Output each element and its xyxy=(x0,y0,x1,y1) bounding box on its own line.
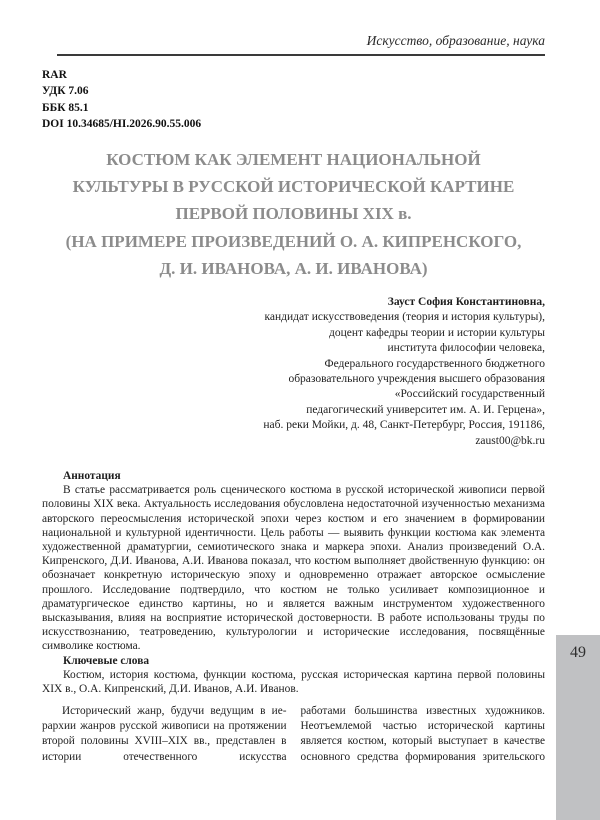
keywords-heading: Ключевые слова xyxy=(63,654,150,667)
author-org-line-2: образовательного учреждения высшего образования xyxy=(288,373,545,386)
author-org-line-1: Федерального государственного бюджетного xyxy=(324,357,545,370)
meta-udc: УДК 7.06 xyxy=(42,85,89,98)
title-line-1: КОСТЮМ КАК ЭЛЕМЕНТ НАЦИОНАЛЬНОЙ xyxy=(106,150,481,169)
author-email: zaust00@bk.ru xyxy=(475,434,545,447)
title-line-2: КУЛЬТУРЫ В РУССКОЙ ИСТОРИЧЕСКОЙ КАРТИНЕ xyxy=(72,177,515,197)
author-degree: кандидат искусствоведения (теория и история культуры), xyxy=(264,311,545,324)
article-meta-block xyxy=(42,67,201,132)
title-line-5: Д. И. ИВАНОВА, А. И. ИВАНОВА) xyxy=(159,258,428,278)
meta-doi: DOI 10.34685/HI.2026.90.55.006 xyxy=(42,117,202,130)
running-header: Искусство, образование, наука xyxy=(366,33,545,48)
author-name: Зауст София Константиновна, xyxy=(387,296,545,308)
author-address: наб. реки Мойки, д. 48, Санкт-Петербург, Россия, 191186, xyxy=(263,419,545,432)
body-columns xyxy=(42,704,545,765)
author-university-line-2: педагогический университет им. А. И. Герцена», xyxy=(306,403,545,416)
title-line-3: ПЕРВОЙ ПОЛОВИНЫ XIX в. xyxy=(175,204,412,224)
keywords-text: Костюм, история костюма, функции костюма, русская историческая картина первой половины XIX в., О.А. Кипренский, Д.И. Иванов, А.И. Иванов. xyxy=(42,668,545,696)
abstract-text: В статье рассматривается роль сценического костюма в русской исторической живописи первой половины XIX века. Актуальность исследования обусловлена недостаточной изученностью механизма авторского переосмысления исторической эпохи через костюм и его значением в формировании национальной и культурной идентичности. Цель работы — выявить функции костюма как элемента художественной драматургии, семиотического знака и маркера эпохи. Анализ произведений О.А. Кипренского, Д.И. Иванова, А.И. Иванова показал, что костюм выполняет двойственную функцию: он обозначает конкретную историческую эпоху и одновременно отражает авторское осмысление прошлого. Исследование подтвердило, что костюм не только усиливает композиционное и драматургическое единство картины, но и является важным инструментом художественного высказывания, влияя на восприятие исторической достоверности. В работе использованы труды по искусствознанию, театроведению, культурологии и исторические исследования, посвящённые символике костюма. xyxy=(42,484,545,653)
author-block xyxy=(42,295,545,449)
author-university-line-1: «Российский государственный xyxy=(394,388,545,401)
abstract-section xyxy=(42,469,545,696)
author-institute: института философии человека, xyxy=(387,342,545,355)
article-title xyxy=(42,146,545,282)
body-column-left: Исторический жанр, будучи ведущим в иерархии жанров русской живописи на протяжении второй половины XVIII–XIX вв., представлен в истории отечественного искусства xyxy=(42,705,287,763)
abstract-heading: Аннотация xyxy=(63,470,121,482)
meta-rar-label: RAR xyxy=(42,69,67,81)
meta-bbk: ББК 85.1 xyxy=(42,101,89,114)
title-line-4: (НА ПРИМЕРЕ ПРОИЗВЕДЕНИЙ О. А. КИПРЕНСКОГО, xyxy=(65,231,522,251)
body-column-right: работами большинства известных художников. Неотъемлемой частью исторической картины является костюм, который выступает в качестве основного средства формирования зрительского xyxy=(300,705,545,763)
page-number: 49 xyxy=(570,644,586,661)
header-rule xyxy=(57,54,545,56)
author-position: доцент кафедры теории и истории культуры xyxy=(328,326,545,339)
page-number-bar xyxy=(556,635,600,820)
